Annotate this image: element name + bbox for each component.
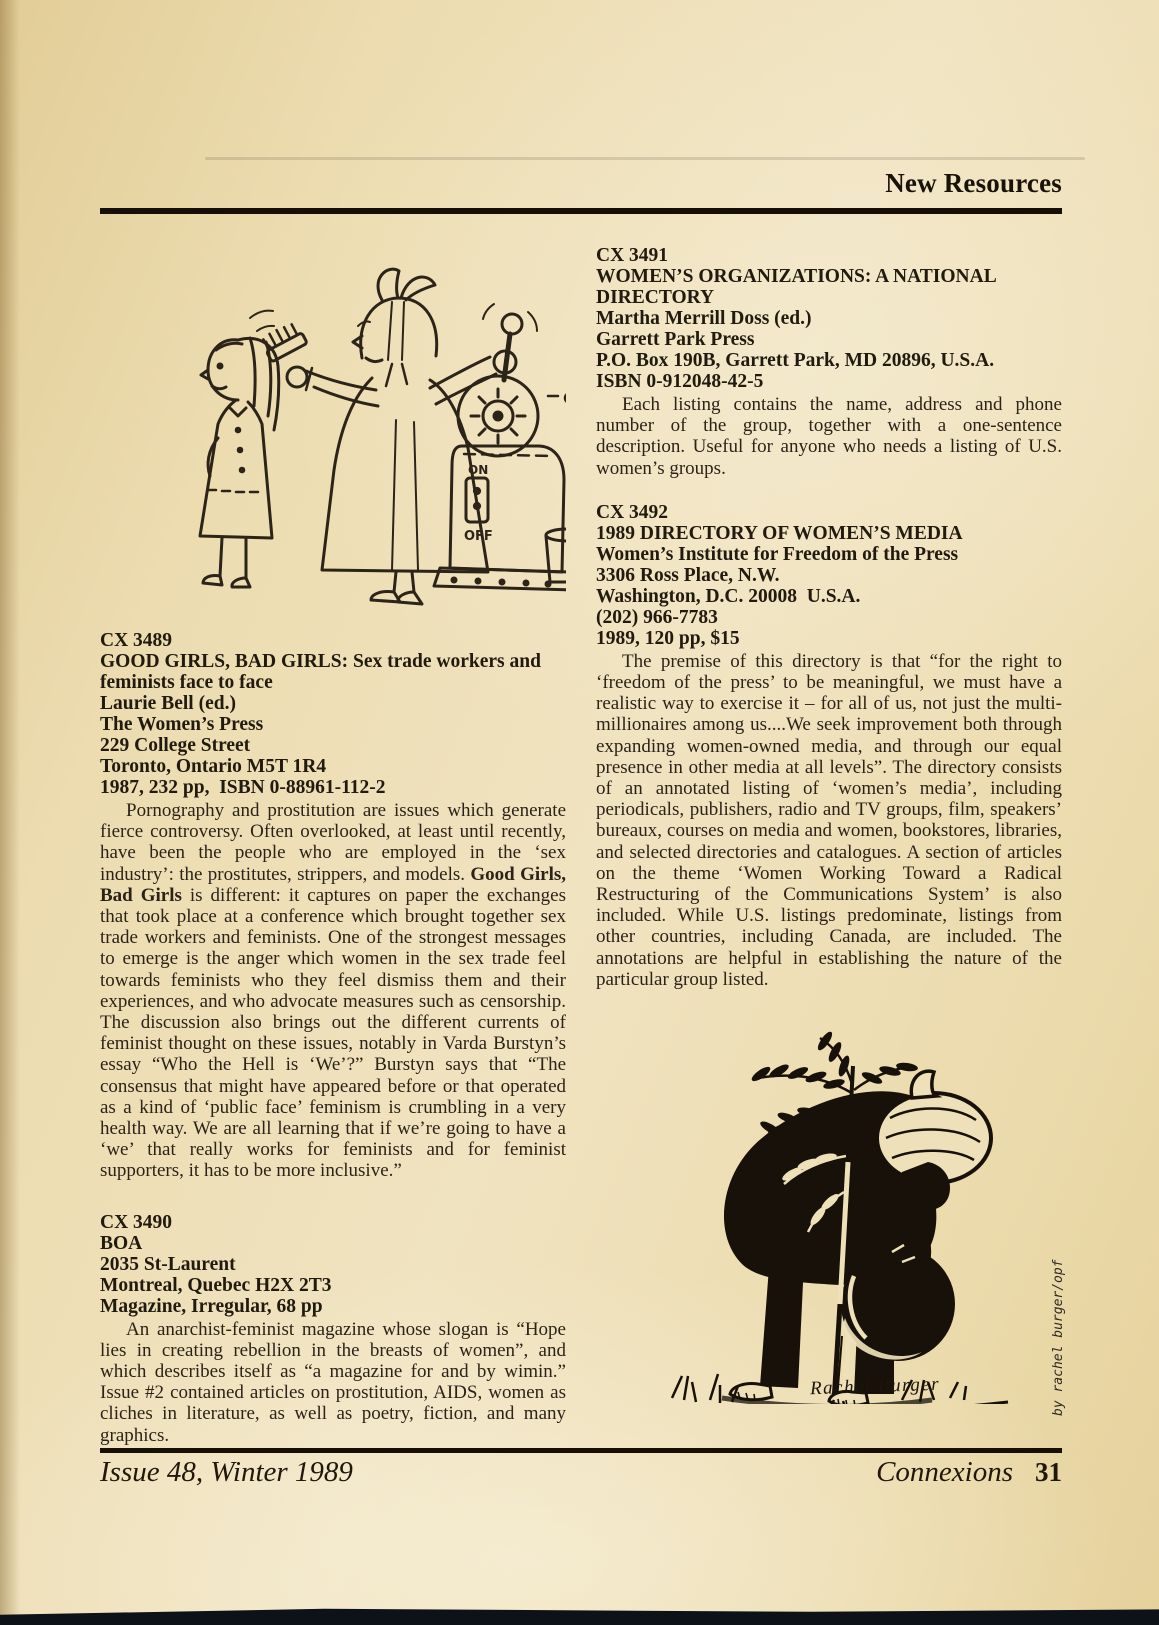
listing-description: Pornography and prostitution are issues which generate fierce controversy. Often overlooked, at least until recently, have been the people who are employed in the ‘sex industry’: the prostitutes, strippers, and models. Good Girls, Bad Girls is different: it captures on paper the exchanges that took place at a conference which brought together sex trade workers and feminists. One of the strongest messages to emerge is the anger which women in the sex trade feel towards feminists who they feel dismiss them and their experiences, and who advocate measures such as censorship. The discussion also brings out the different currents of feminist thought on these issues, notably in Varda Burstyn’s essay “Who the Hell is ‘We’?” Burstyn says that “The consensus that might have appeared before or that operated as a kind of ‘public face’ feminism is crumbling in a very health way. We are all learning that if we’re going to have a ‘we’ that really works for feminists and for feminist supporters, it has to be more inclusive.” — [100, 800, 567, 1182]
listing-id: CX 3490 — [100, 1211, 173, 1233]
left-column — [100, 232, 566, 1446]
artist-signature: Rachel Burger — [809, 1373, 941, 1400]
listing-id: CX 3492 — [596, 501, 669, 523]
listing-detail-line: 229 College Street — [100, 735, 251, 756]
listing-title: 1989 DIRECTORY OF WOMEN’S MEDIA — [596, 522, 963, 544]
listing-detail-line: Magazine, Irregular, 68 pp — [100, 1295, 323, 1317]
haircut-machine-cartoon — [100, 238, 566, 610]
listing-detail-line: 2035 St-Laurent — [100, 1253, 236, 1275]
listing-title: WOMEN’S ORGANIZATIONS: A NATIONAL DIRECTORY — [596, 266, 996, 308]
footer-rule — [100, 1448, 1062, 1453]
listing-cx3491 — [596, 245, 1062, 479]
listing-cx3489 — [100, 630, 566, 1182]
listing-detail-line: Washington, D.C. 20008 U.S.A. — [596, 585, 861, 607]
listing-cx3490 — [100, 1212, 566, 1446]
listing-detail-line: The Women’s Press — [100, 714, 264, 735]
listing-detail-line: ISBN 0-912048-42-5 — [596, 371, 764, 392]
cartoon-drawing — [100, 238, 566, 610]
footer-right — [560, 1456, 1062, 1489]
listing-description: An anarchist-feminist magazine whose slogan is “Hope lies in creating rebellion in the breasts of women”, and which describes itself as “a magazine for and by wimin.” Issue #2 contained articles on prostitution, AIDS, women as cliches in literature, as well as poetry, fiction, and many graphics. — [100, 1318, 566, 1446]
crank-machine — [434, 304, 566, 590]
listing-title: GOOD GIRLS, BAD GIRLS: Sex trade workers and feminists face to face — [100, 651, 541, 693]
listing-detail-line: 1987, 232 pp, ISBN 0-88961-112-2 — [100, 777, 386, 798]
listing-heading — [100, 630, 566, 798]
header-rule — [100, 208, 1062, 214]
listing-detail-line: P.O. Box 190B, Garrett Park, MD 20896, U.S.A. — [596, 350, 995, 371]
scan-edge-bottom — [0, 1595, 1159, 1625]
listing-heading — [100, 1212, 566, 1317]
right-column — [596, 232, 1066, 1422]
woman-figure — [250, 269, 516, 604]
listing-detail-line: Women’s Institute for Freedom of the Press — [596, 543, 959, 565]
listing-detail-line: Garrett Park Press — [596, 329, 755, 350]
listing-cx3492 — [596, 502, 1062, 990]
listing-title: BOA — [100, 1232, 143, 1254]
listing-id: CX 3491 — [596, 245, 669, 266]
footer-magazine-name: Connexions — [876, 1456, 1013, 1488]
listing-heading — [596, 245, 1062, 392]
switch-off-label: OFF — [464, 529, 493, 544]
listing-description: Each listing contains the name, address and phone number of the group, together with a one-sentence description. Useful for anyone who needs a listing of U.S. women’s groups. — [596, 394, 1062, 479]
girl-figure — [200, 338, 279, 587]
listing-detail-line: Toronto, Ontario M5T 1R4 — [100, 756, 327, 777]
footer-issue: Issue 48, Winter 1989 — [100, 1456, 353, 1488]
footer-page-number: 31 — [1035, 1457, 1062, 1487]
listing-detail-line: 3306 Ross Place, N.W. — [596, 564, 780, 586]
artist-credit-vertical: by rachel burger/opf — [1051, 1259, 1066, 1417]
listing-id: CX 3489 — [100, 630, 173, 651]
switch-on-label: ON — [468, 463, 489, 477]
woodcut-drawing — [602, 1004, 1054, 1404]
listing-detail-line: (202) 966-7783 — [596, 606, 718, 628]
listing-detail-line: Montreal, Quebec H2X 2T3 — [100, 1274, 332, 1296]
listing-detail-line: Martha Merrill Doss (ed.) — [596, 308, 812, 329]
listing-description: The premise of this directory is that “for the right to ‘freedom of the press’ to be meaningful, we must have a realistic way to exercise it – for all of us, not just the multi-millionaires among us....We seek improvement both through expanding women-owned media, and through our equal presence in other media at all levels”. The directory consists of an annotated listing of ‘women’s media’, including periodicals, publishers, radio and TV groups, film, speakers’ bureaux, courses on media and women, bookstores, libraries, and selected directories and catalogues. A section of articles on the theme ‘Women Working Toward a Radical Restructuring of the Communications System’ is also included. While U.S. listings predominate, listings from other countries, including Canada, are included. The annotations are helpful in establishing the nature of the particular group listed. — [596, 650, 1062, 990]
scan-smudge — [205, 157, 1085, 160]
listing-detail-line: Laurie Bell (ed.) — [100, 693, 236, 714]
section-title: New Resources — [885, 168, 1062, 198]
listing-detail-line: 1989, 120 pp, $15 — [596, 627, 740, 649]
watering-sapling-woodcut — [602, 1004, 1066, 1422]
listing-heading — [596, 502, 1062, 649]
